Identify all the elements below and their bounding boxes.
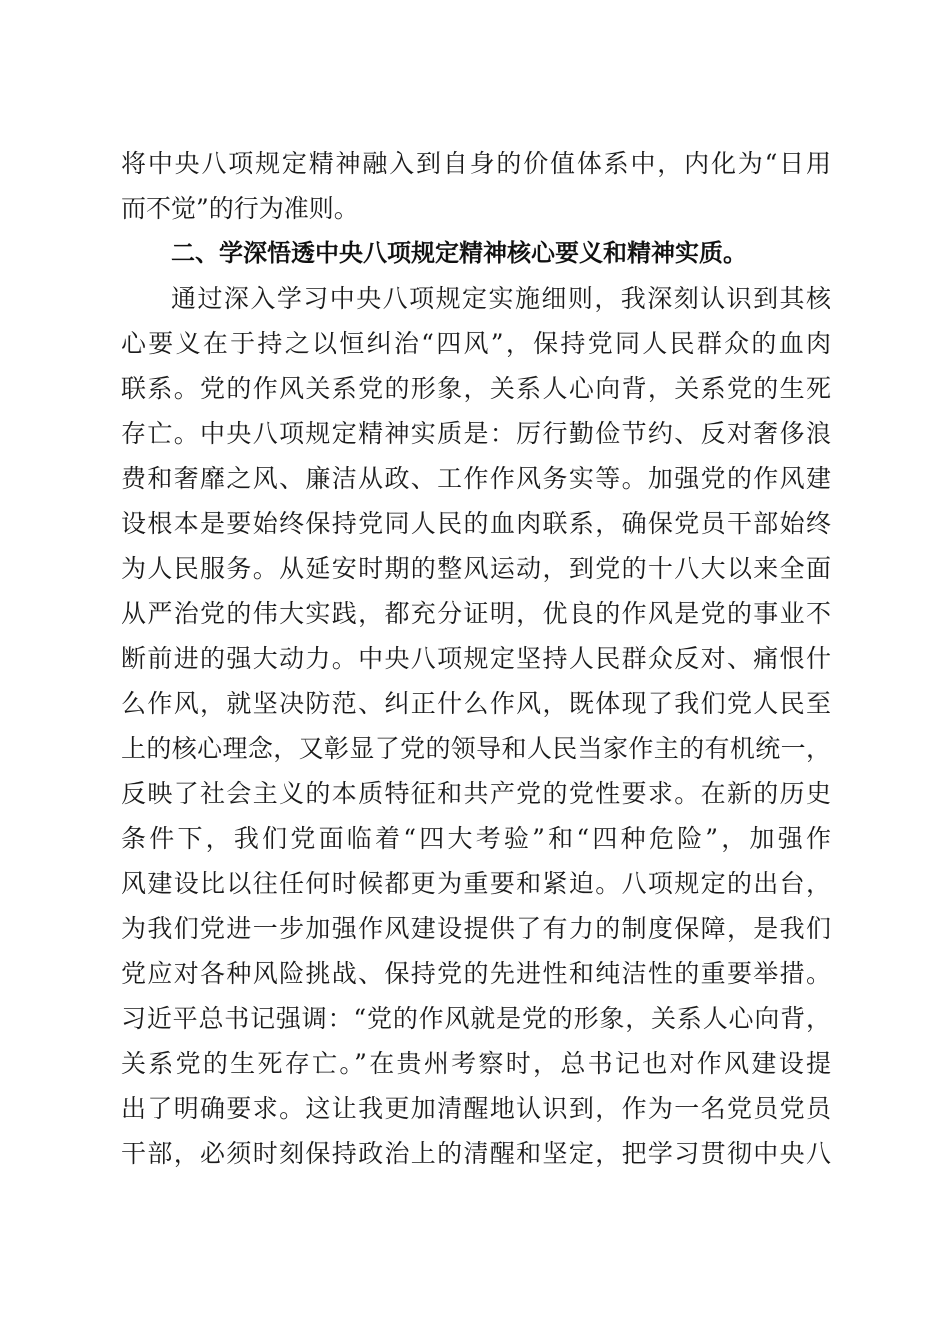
- text-line: 关系党的生死存亡。”在贵州考察时，总书记也对作风建设提: [121, 1049, 831, 1078]
- text-line: 设根本是要始终保持党同人民的血肉联系，确保党员干部始终: [121, 509, 831, 538]
- text-line: 党应对各种风险挑战、保持党的先进性和纯洁性的重要举措。: [121, 959, 831, 988]
- text-line: 干部，必须时刻保持政治上的清醒和坚定，把学习贯彻中央八: [121, 1139, 831, 1168]
- text-line: 风建设比以往任何时候都更为重要和紧迫。八项规定的出台，: [121, 869, 831, 898]
- text-line: 为我们党进一步加强作风建设提供了有力的制度保障，是我们: [121, 914, 831, 943]
- text-line: 反映了社会主义的本质特征和共产党的党性要求。在新的历史: [121, 779, 831, 808]
- text-line: 存亡。中央八项规定精神实质是：厉行勤俭节约、反对奢侈浪: [121, 419, 831, 448]
- text-line: 通过深入学习中央八项规定实施细则，我深刻认识到其核: [171, 284, 831, 313]
- text-line: 从严治党的伟大实践，都充分证明，优良的作风是党的事业不: [121, 599, 831, 628]
- text-line: 联系。党的作风关系党的形象，关系人心向背，关系党的生死: [121, 374, 831, 403]
- text-line: 习近平总书记强调：“党的作风就是党的形象，关系人心向背，: [121, 1004, 831, 1033]
- text-line: 为人民服务。从延安时期的整风运动，到党的十八大以来全面: [121, 554, 831, 583]
- text-line: 费和奢靡之风、廉洁从政、工作作风务实等。加强党的作风建: [121, 464, 831, 493]
- text-line: 么作风，就坚决防范、纠正什么作风，既体现了我们党人民至: [121, 689, 831, 718]
- document-body: [121, 141, 831, 1176]
- text-line: 断前进的强大动力。中央八项规定坚持人民群众反对、痛恨什: [121, 644, 831, 673]
- text-line: 条件下，我们党面临着“四大考验”和“四种危险”，加强作: [121, 824, 831, 853]
- section-heading: 二、学深悟透中央八项规定精神核心要义和精神实质。: [171, 239, 747, 267]
- text-line: 心要义在于持之以恒纠治“四风”，保持党同人民群众的血肉: [121, 329, 831, 358]
- text-line: 出了明确要求。这让我更加清醒地认识到，作为一名党员党员: [121, 1094, 831, 1123]
- text-line: 而不觉”的行为准则。: [121, 194, 359, 223]
- text-line: 上的核心理念，又彰显了党的领导和人民当家作主的有机统一，: [121, 734, 831, 763]
- text-line: 将中央八项规定精神融入到自身的价值体系中，内化为“日用: [121, 149, 831, 178]
